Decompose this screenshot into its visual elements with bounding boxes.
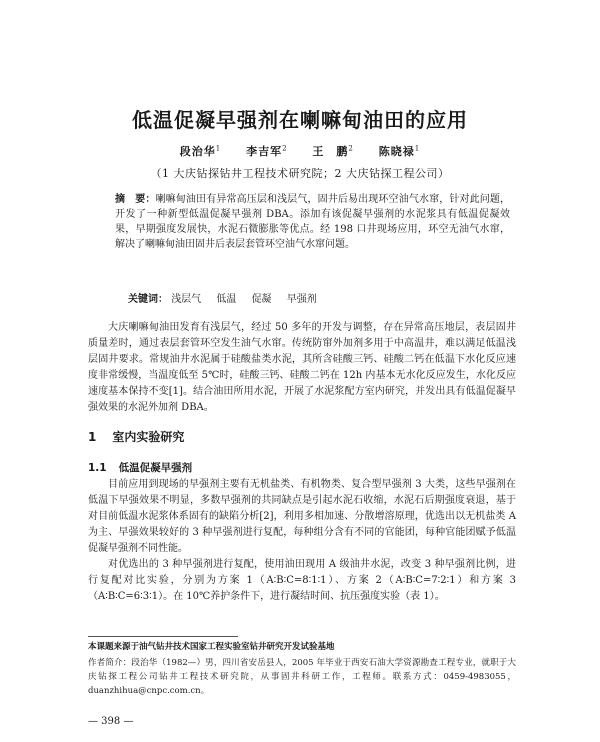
section-title: 室内实验研究 — [112, 430, 185, 444]
subsection-title: 低温促凝早强剂 — [118, 462, 193, 474]
footnote-funding: 本课题来源于油气钻井技术国家工程实验室钻井研究开发试验基地 — [88, 642, 335, 652]
keyword: 促凝 — [251, 294, 272, 305]
page-number: — 398 — — [88, 716, 134, 727]
keyword: 低温 — [216, 294, 237, 305]
keywords — [128, 290, 508, 305]
section-number: 1 — [88, 430, 97, 444]
body-paragraph: 目前应用到现场的早强剂主要有无机盐类、有机物类、复合型早强剂 3 大类，这些早强剂在低温下早强效果不明显，多数早强剂的共同缺点是引起水泥石收缩，水泥石后期强度衰退，基于对目前低温水泥浆体系固有的缺陷分析[2]，利用多相加速、分散增溶原理，优选出以无机盐类 A 为主、早强效果较好的 3 种早强剂进行复配，每种组分含有不同的官能团，每种官能团赋予低温促凝早强剂不同性能。 — [88, 479, 516, 554]
author-list — [0, 143, 600, 159]
section-heading — [88, 428, 184, 445]
keyword: 浅层气 — [171, 294, 202, 305]
affiliation: （1 大庆钻探钻井工程技术研究院；2 大庆钻探工程公司） — [150, 167, 450, 180]
subsection-heading — [88, 460, 192, 475]
subsection-number: 1.1 — [88, 462, 107, 474]
footnote-divider — [88, 636, 238, 637]
author-2: 李吉军$^2$ — [246, 144, 288, 158]
keywords-label: 关键词： — [128, 294, 168, 305]
abstract-text: 喇嘛甸油田有异常高压层和浅层气，固井后易出现环空油气水窜，针对此问题，开发了一种新型低温促凝早强剂 DBA。添加有该促凝早强剂的水泥浆具有低温促凝效果，早期强度发展快，水泥石微膨胀等优点。经 198 口井现场应用，环空无油气水窜，解决了喇嘛甸油田固井后表层套管环空油气水窜问题。 — [115, 194, 511, 250]
footnote-author-bio: 作者简介：段治华（1982—）男，四川省安岳县人，2005 年毕业于西安石油大学资源勘查工程专业，就职于大庆钻探工程公司钻井工程技术研究院，从事固井科研工作，工程师。联系方式：0459-4983055，duanzhihua@cnpc.com.cn。 — [88, 658, 516, 696]
author-4: 陈晓禄$^1$ — [378, 144, 421, 158]
abstract-label: 摘 要： — [115, 194, 156, 205]
paper-title: 低温促凝早强剂在喇嘛甸油田的应用 — [132, 108, 468, 132]
author-3: 王 鹏$^2$ — [312, 144, 354, 158]
intro-paragraph: 大庆喇嘛甸油田发育有浅层气，经过 50 多年的开发与调整，存在异常高压地层，表层固井质量差时，通过表层套管环空发生油气水窜。传统防窜外加剂多用于中高温井，难以满足低温浅层固井要求。常规油井水泥属于硅酸盐类水泥，其所含硅酸三钙、硅酸二钙在低温下水化反应速度非常缓慢，当温度低至 5℃时，硅酸三钙、硅酸二钙在 12h 内基本无水化反应发生，水化反应速度基本保持不变[1]。结合油田所用水泥，开展了水泥浆配方室内研究，并发出具有低温促凝早强效果的水泥外加剂 DBA。 — [88, 322, 516, 413]
body-paragraph: 对优选出的 3 种早强剂进行复配，使用油田现用 A 级油井水泥，改变 3 种早强剂比例，进行复配对比实验，分别为方案 1（A∶B∶C=8∶1∶1）、方案 2（A∶B∶C=7∶2∶1）和方案 3（A∶B∶C=6∶3∶1）。在 10℃养护条件下，进行凝结时间、抗压强度实验（表 1）。 — [88, 559, 516, 602]
keyword: 早强剂 — [286, 294, 317, 305]
abstract — [115, 192, 510, 252]
author-1: 段治华$^1$ — [179, 144, 222, 158]
